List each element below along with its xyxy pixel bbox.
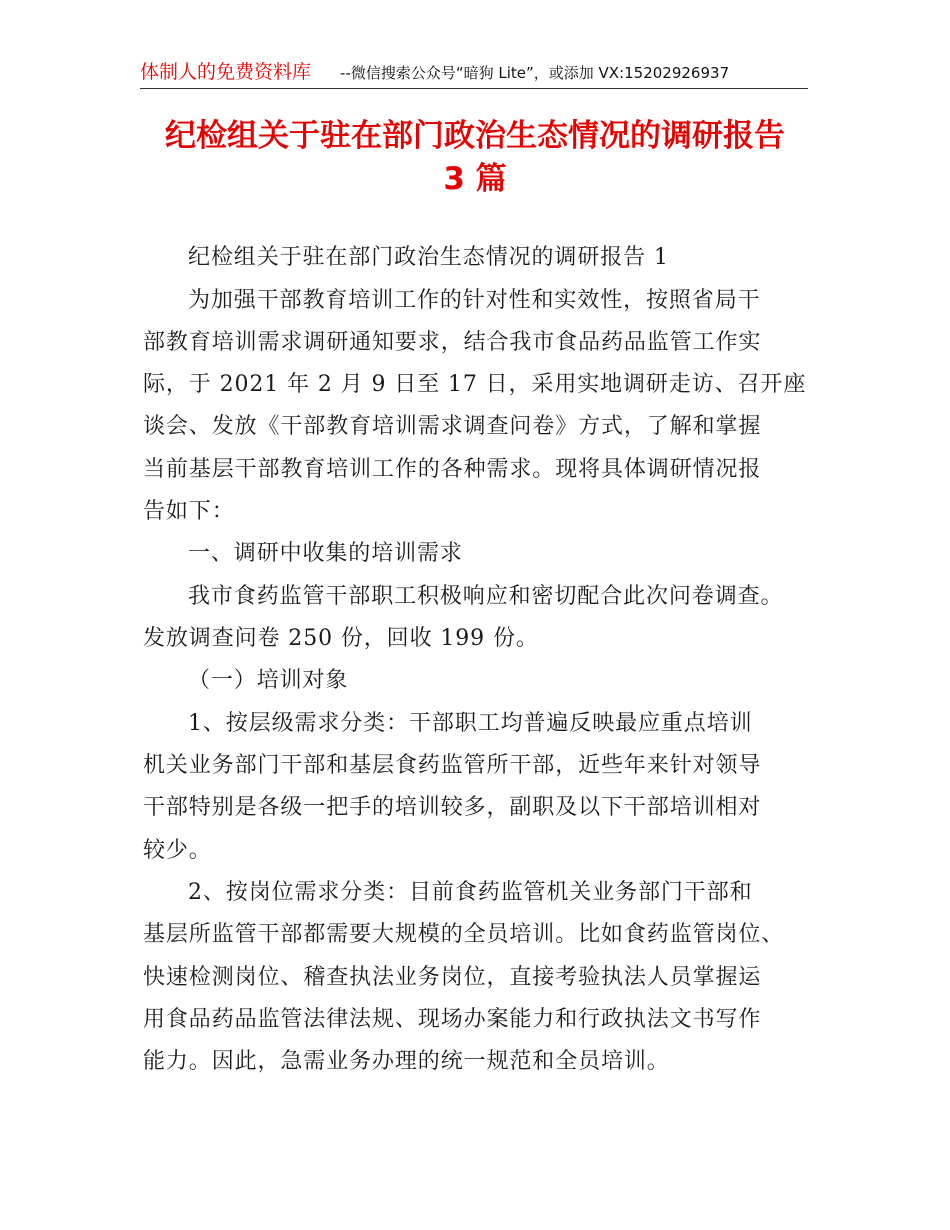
body-line: 机关业务部门干部和基层食药监管所干部，近些年来针对领导 [143,753,762,778]
body-line: 基层所监管干部都需要大规模的全员培训。比如食药监管岗位、 [143,922,785,947]
body-line: 谈会、发放《干部教育培训需求调查问卷》方式，了解和掌握 [143,414,762,439]
body-line: 干部特别是各级一把手的培训较多，副职及以下干部培训相对 [143,795,762,820]
title-line-1: 纪检组关于驻在部门政治生态情况的调研报告 [165,118,785,154]
body-line: 为加强干部教育培训工作的针对性和实效性，按照省局干 [188,288,761,313]
body-line: 告如下： [143,499,235,524]
body-line: 部教育培训需求调研通知要求，结合我市食品药品监管工作实 [143,330,762,355]
title-line-2: 3 篇 [443,161,507,197]
header-contact-text: --微信搜索公众号“暗狗 Lite”，或添加 VX:15202926937 [340,64,730,82]
header-brand-text: 体制人的免费资料库 [140,61,312,83]
body-line: 用食品药品监管法律法规、现场办案能力和行政执法文书写作 [143,1007,762,1032]
document-title [140,115,810,201]
body-line: 发放调查问卷 250 份，回收 199 份。 [143,626,539,651]
body-line: 我市食药监管干部职工积极响应和密切配合此次问卷调查。 [188,584,784,609]
body-line: 当前基层干部教育培训工作的各种需求。现将具体调研情况报 [143,457,762,482]
subsection-heading: （一）培训对象 [188,668,349,693]
body-line: 快速检测岗位、稽查执法业务岗位，直接考验执法人员掌握运 [143,965,762,990]
body-line: 2、按岗位需求分类：目前食药监管机关业务部门干部和 [188,880,753,905]
subtitle-line: 纪检组关于驻在部门政治生态情况的调研报告 1 [188,245,669,270]
page-header [140,60,808,89]
body-line: 1、按层级需求分类：干部职工均普遍反映最应重点培训 [188,711,753,736]
body-line: 际，于 2021 年 2 月 9 日至 17 日，采用实地调研走访、召开座 [143,372,807,397]
body-line: 能力。因此，急需业务办理的统一规范和全员培训。 [143,1049,670,1074]
body-line: 较少。 [143,838,212,863]
section-heading: 一、调研中收集的培训需求 [188,541,463,566]
